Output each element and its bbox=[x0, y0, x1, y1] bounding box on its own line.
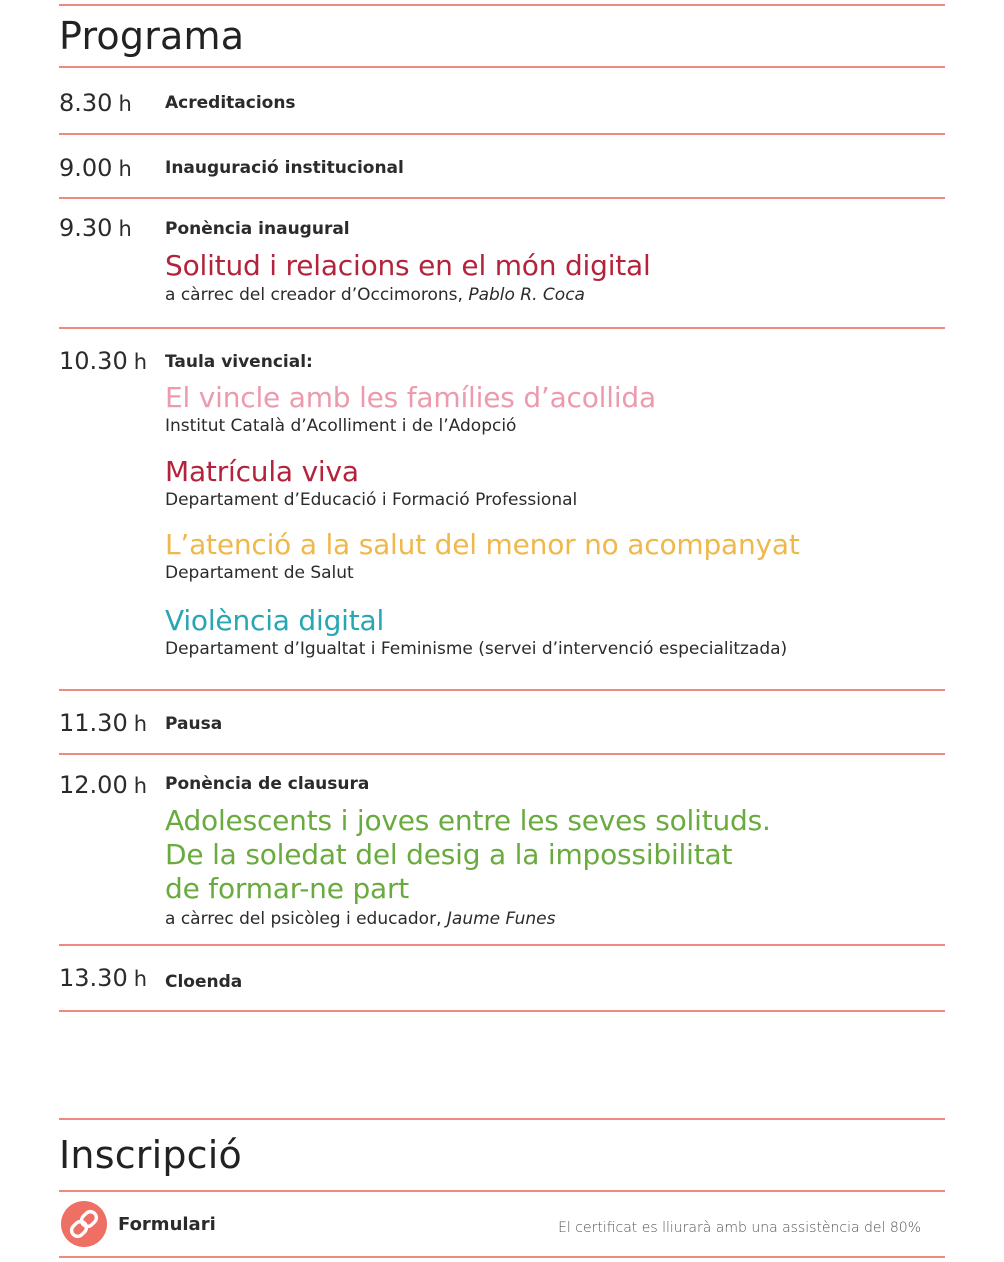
session-label: Ponència inaugural bbox=[165, 219, 350, 239]
divider bbox=[59, 753, 945, 755]
talk-title bbox=[165, 804, 925, 906]
time-value: 11.30 bbox=[59, 709, 128, 737]
time-unit: h bbox=[133, 774, 148, 798]
session-item bbox=[165, 773, 925, 930]
session-item bbox=[165, 92, 925, 114]
session-label: Taula vivencial: bbox=[165, 352, 313, 372]
talk-title: Solitud i relacions en el món digital bbox=[165, 249, 651, 282]
divider bbox=[59, 689, 945, 691]
session-item bbox=[165, 971, 925, 993]
session-label: Ponència de clausura bbox=[165, 774, 370, 794]
session-label: Acreditacions bbox=[165, 93, 296, 113]
speaker-name: Jaume Funes bbox=[446, 909, 556, 929]
session-item bbox=[165, 713, 925, 735]
divider bbox=[59, 1256, 945, 1258]
link-icon[interactable] bbox=[61, 1201, 107, 1247]
time-value: 12.00 bbox=[59, 771, 128, 799]
session-time bbox=[59, 771, 147, 800]
session-time bbox=[59, 214, 132, 243]
talk-title-line: Adolescents i joves entre les seves solituds. bbox=[165, 804, 771, 837]
session-time bbox=[59, 964, 147, 993]
divider bbox=[59, 66, 945, 68]
time-unit: h bbox=[133, 712, 148, 736]
time-unit: h bbox=[133, 967, 148, 991]
byline-prefix: a càrrec del creador d’Occimorons, bbox=[165, 285, 469, 305]
time-unit: h bbox=[118, 92, 132, 116]
divider bbox=[59, 944, 945, 946]
talk-title-line: De la soledat del desig a la impossibilitat bbox=[165, 838, 733, 871]
form-link[interactable]: Formulari bbox=[118, 1214, 216, 1235]
session-item bbox=[165, 157, 925, 179]
time-value: 13.30 bbox=[59, 964, 128, 992]
time-value: 8.30 bbox=[59, 89, 113, 117]
time-value: 10.30 bbox=[59, 347, 128, 375]
time-value: 9.30 bbox=[59, 214, 113, 242]
time-value: 9.00 bbox=[59, 154, 113, 182]
divider bbox=[59, 1190, 945, 1192]
byline-prefix: a càrrec del psicòleg i educador, bbox=[165, 909, 447, 929]
time-unit: h bbox=[118, 217, 132, 241]
session-label: Cloenda bbox=[165, 972, 243, 992]
talk-speaker: Departament d’Educació i Formació Professional bbox=[165, 490, 578, 510]
roundtable-talk bbox=[165, 528, 925, 584]
session-time bbox=[59, 709, 147, 738]
talk-byline bbox=[165, 284, 925, 306]
speaker-name: Pablo R. Coca bbox=[468, 285, 585, 305]
session-label: Inauguració institucional bbox=[165, 158, 404, 178]
time-unit: h bbox=[133, 350, 148, 374]
talk-speaker: Departament d’Igualtat i Feminisme (servei d’intervenció especialitzada) bbox=[165, 639, 788, 659]
session-item bbox=[165, 351, 925, 373]
certificate-note: El certificat es lliurarà amb una assistència del 80% bbox=[558, 1220, 921, 1236]
talk-speaker: Departament de Salut bbox=[165, 563, 354, 583]
talk-title: Matrícula viva bbox=[165, 455, 359, 488]
talk-title: Violència digital bbox=[165, 604, 385, 637]
session-time bbox=[59, 154, 132, 183]
talk-speaker: Institut Català d’Acolliment i de l’Adopció bbox=[165, 416, 517, 436]
inscripcio-title: Inscripció bbox=[59, 1133, 242, 1177]
session-item bbox=[165, 218, 925, 306]
talk-title-line: de formar-ne part bbox=[165, 872, 410, 905]
talk-title: L’atenció a la salut del menor no acompanyat bbox=[165, 528, 800, 561]
divider bbox=[59, 1010, 945, 1012]
divider bbox=[59, 133, 945, 135]
talk-byline bbox=[165, 908, 925, 930]
roundtable-talk bbox=[165, 604, 925, 660]
talk-title: El vincle amb les famílies d’acollida bbox=[165, 381, 656, 414]
divider bbox=[59, 1118, 945, 1120]
session-label: Pausa bbox=[165, 714, 223, 734]
divider bbox=[59, 4, 945, 6]
time-unit: h bbox=[118, 157, 132, 181]
roundtable-talk bbox=[165, 455, 925, 511]
session-time bbox=[59, 89, 132, 118]
session-time bbox=[59, 347, 147, 376]
divider bbox=[59, 327, 945, 329]
divider bbox=[59, 197, 945, 199]
roundtable-talk bbox=[165, 381, 925, 437]
programa-title: Programa bbox=[59, 14, 245, 58]
